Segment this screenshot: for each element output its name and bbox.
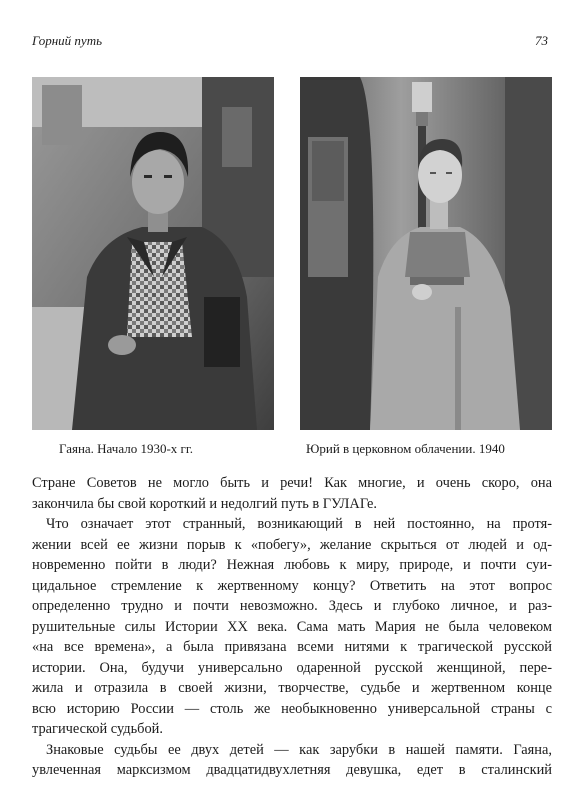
body-text [32,473,552,781]
text-line: рушительные силы Истории XX века. Сама мать Мария не была человеком [32,618,552,635]
text-line: всю историю России — столь же необыкновенно универсальной страны с [32,700,552,717]
photo-yuri-image [300,77,552,430]
text-line: истории. Она, будучи универсально одаренной русской женщиной, пере- [32,659,552,676]
text-line: новременно пойти в люди? Нежная любовь к миру, природе, и почти суи- [32,557,552,573]
text-line: увлеченная марксизмом двадцатидвухлетняя девушка, едет в сталинский [32,762,552,778]
text-line: жила и отразила в своей жизни, творчестве, судьбе и жертвенном конце [32,680,552,696]
text-line: закончила бы свой короткий и недолгий путь в ГУЛАГе. [32,495,378,512]
photo-yuri [300,77,552,430]
text-line: Что означает этот странный, возникающий в ней постоянно, на протя- [46,516,552,532]
photo-gayana-image [32,77,274,430]
text-line: Знаковые судьбы ее двух детей — как зарубки в нашей памяти. Гаяна, [46,741,552,758]
text-line: Стране Советов не могло быть и речи! Как многие, и очень скоро, она [32,475,552,491]
caption-photo-yuri: Юрий в церковном облачении. 1940 [306,441,505,456]
caption-photo-gayana: Гаяна. Начало 1930-х гг. [59,441,193,456]
text-line: определенно трудно и почти невозможно. Здесь и глубоко личное, и раз- [32,598,552,614]
running-title: Горний путь [32,33,102,48]
text-line: жении всей ее жизни порыв к «побегу», желание скрыться от людей и од- [32,536,552,553]
text-line: «на все времена», а была привязана всеми нитями к трагической русской [32,639,552,655]
page-number: 73 [535,33,548,48]
text-line: цидальное стремление к жертвенному концу? Ответить на этот вопрос [32,577,552,594]
photo-gayana [32,77,274,430]
text-line: трагической судьбой. [32,721,163,737]
